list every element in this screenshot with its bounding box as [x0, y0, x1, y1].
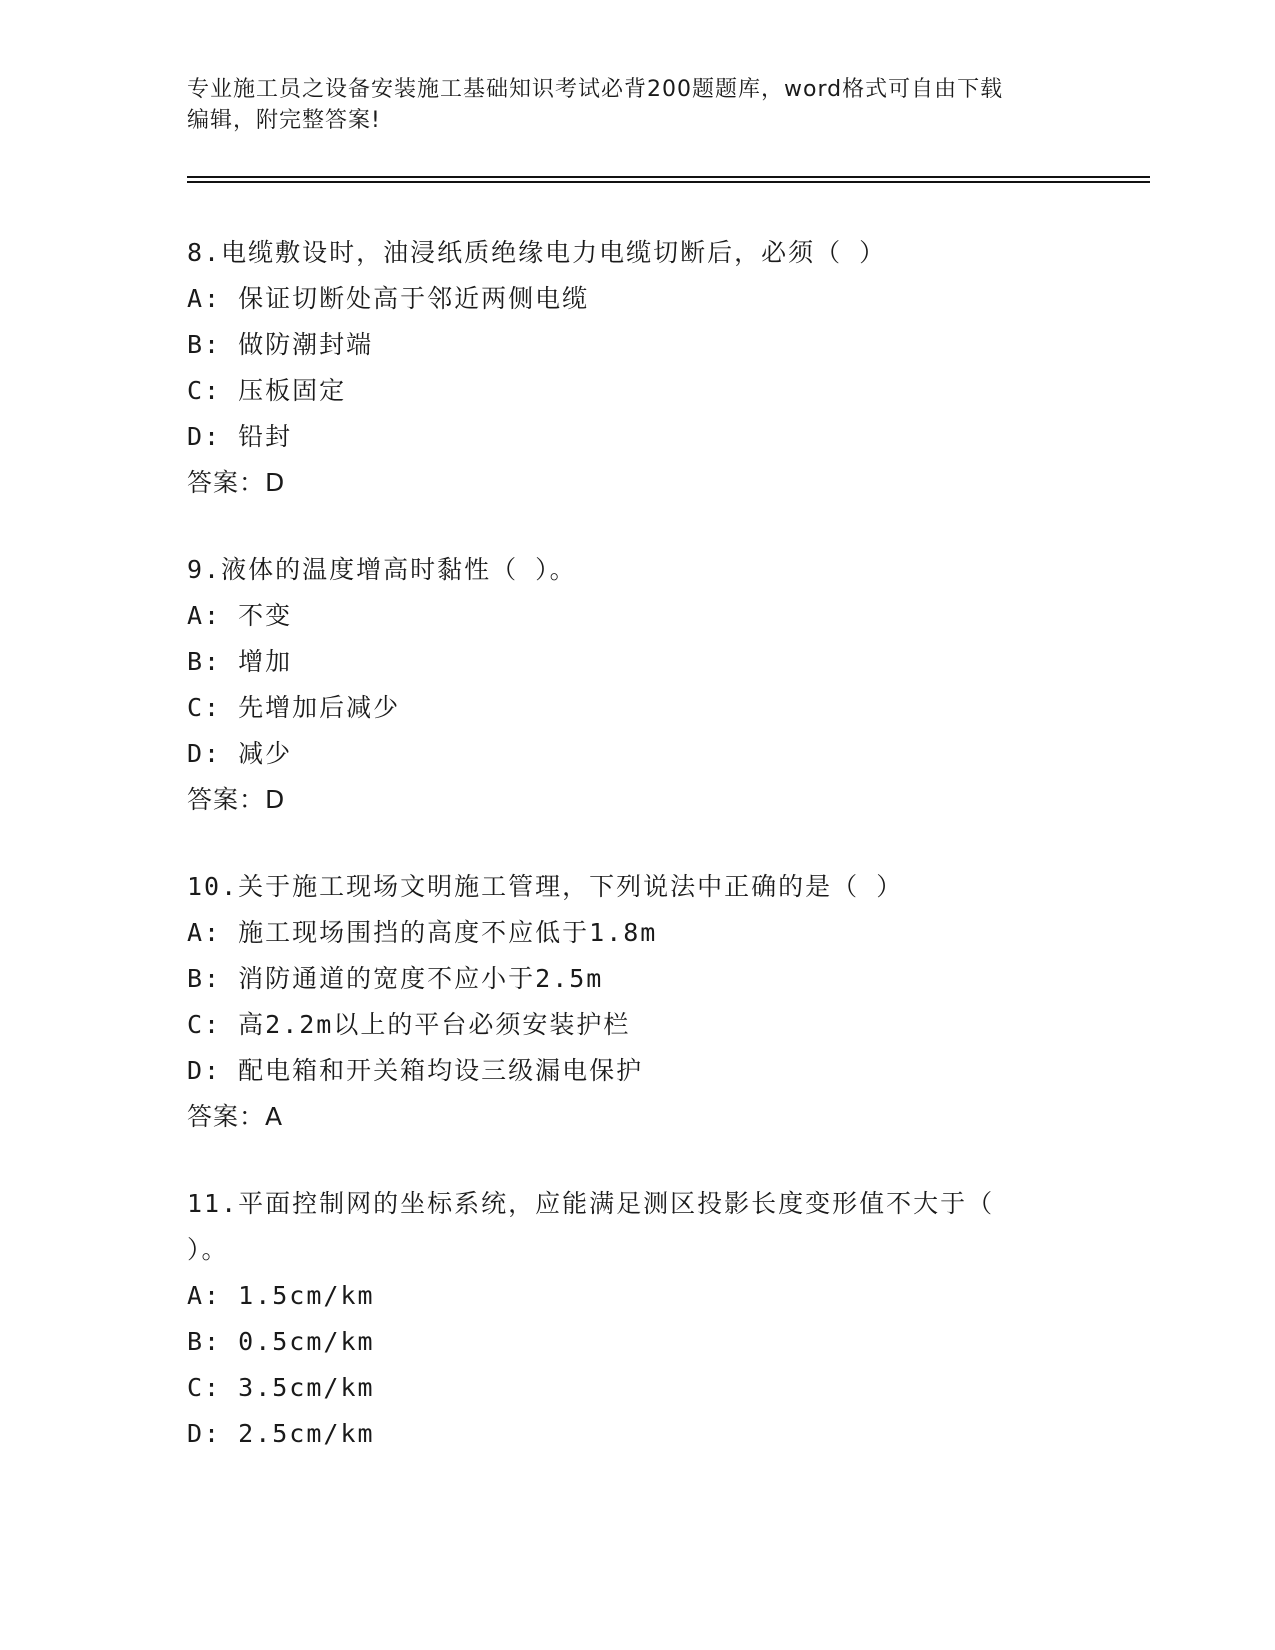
- option-b: B: 消防通道的宽度不应小于2.5m: [187, 964, 604, 993]
- option-b: B: 增加: [187, 647, 293, 676]
- option-a: A: 不变: [187, 601, 293, 630]
- option-d: D: 2.5cm/km: [187, 1419, 375, 1448]
- option-c: C: 先增加后减少: [187, 693, 401, 722]
- option-c: C: 3.5cm/km: [187, 1373, 375, 1402]
- question-11: [187, 1181, 1087, 1457]
- option-b: B: 做防潮封端: [187, 330, 374, 359]
- answer: 答案：D: [187, 468, 286, 497]
- header-line-1: 专业施工员之设备安装施工基础知识考试必背200题题库，word格式可自由下载: [187, 77, 1004, 102]
- answer: 答案：A: [187, 1102, 284, 1131]
- question-9: [187, 547, 1087, 823]
- header-line-2: 编辑，附完整答案!: [187, 108, 381, 133]
- question-stem: 9.液体的温度增高时黏性（ ）。: [187, 555, 577, 584]
- question-stem-line-2: ）。: [187, 1235, 229, 1264]
- option-a: A: 1.5cm/km: [187, 1281, 375, 1310]
- question-stem: 8.电缆敷设时，油浸纸质绝缘电力电缆切断后，必须（ ）: [187, 238, 887, 267]
- option-d: D: 减少: [187, 739, 293, 768]
- option-b: B: 0.5cm/km: [187, 1327, 375, 1356]
- question-8: [187, 230, 1087, 506]
- question-stem: 10.关于施工现场文明施工管理，下列说法中正确的是（ ）: [187, 872, 904, 901]
- option-a: A: 施工现场围挡的高度不应低于1.8m: [187, 918, 658, 947]
- answer: 答案：D: [187, 785, 286, 814]
- question-10: [187, 864, 1087, 1140]
- option-d: D: 配电箱和开关箱均设三级漏电保护: [187, 1056, 644, 1085]
- option-a: A: 保证切断处高于邻近两侧电缆: [187, 284, 590, 313]
- header-rule-bottom: [187, 181, 1150, 183]
- document-header: [187, 74, 1087, 136]
- option-c: C: 高2.2m以上的平台必须安装护栏: [187, 1010, 631, 1039]
- header-rule-top: [187, 176, 1150, 178]
- option-c: C: 压板固定: [187, 376, 347, 405]
- question-stem-line-1: 11.平面控制网的坐标系统，应能满足测区投影长度变形值不大于（: [187, 1189, 995, 1218]
- option-d: D: 铅封: [187, 422, 293, 451]
